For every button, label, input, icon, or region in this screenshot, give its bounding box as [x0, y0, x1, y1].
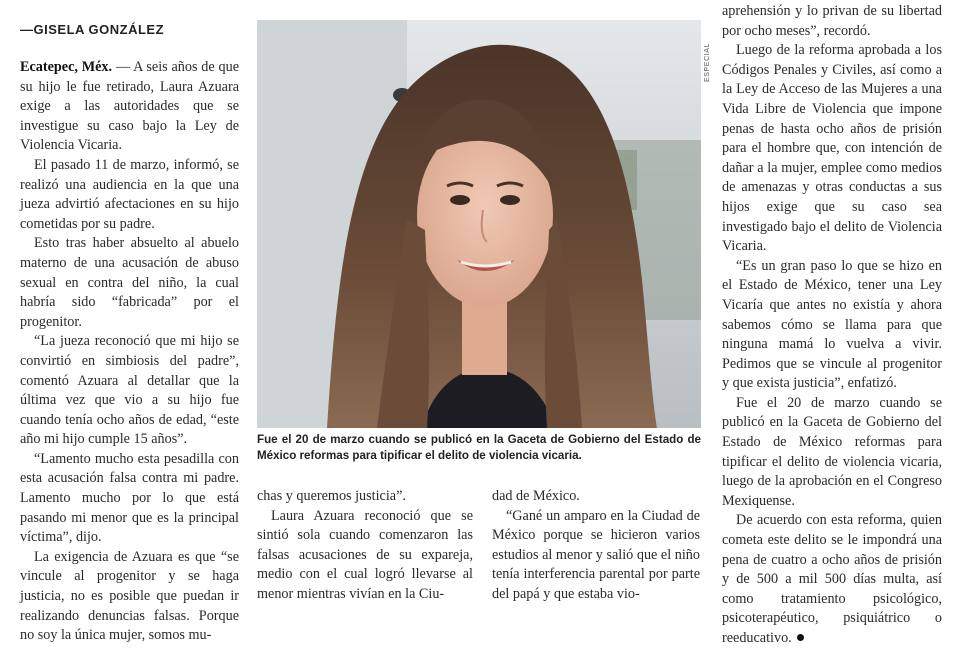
- article-paragraph: Fue el 20 de marzo cuando se publicó en la Gaceta de Gobierno del Estado de México reformas para tipificar el delito de violencia vicaria, luego de la aprobación en el Congreso Mexiquense.: [722, 394, 942, 509]
- article-paragraph: aprehensión y lo privan de su libertad por ocho meses”, recordó.: [722, 3, 942, 39]
- article-paragraph: “Gané un amparo en la Ciudad de México porque se hicieron varios estudios al menor y salió que el niño tenía interferencia parental por parte del papá y que estaba vio-: [492, 507, 700, 602]
- article-column-3: [492, 487, 700, 605]
- article-paragraph: dad de México.: [492, 488, 580, 504]
- article-paragraph: “La jueza reconoció que mi hijo se convirtió en simbiosis del padre”, comentó Azuara al detallar que la última vez que vio a su hijo fue cuando tenía ocho años de edad, “este año mi hijo cumple 15 años”.: [20, 333, 239, 448]
- dateline: Ecatepec, Méx.: [20, 59, 113, 75]
- byline: —GISELA GONZÁLEZ: [20, 22, 165, 37]
- photo-caption: Fue el 20 de marzo cuando se publicó en la Gaceta de Gobierno del Estado de México reformas para tipificar el delito de violencia vicaria.: [257, 433, 701, 462]
- article-paragraph: La exigencia de Azuara es que “se vincule al progenitor y se haga justicia, no es posible que puedan ir realizando denuncias falsas. Porque no soy la única mujer, somos mu-: [20, 548, 239, 644]
- article-paragraph: chas y queremos justicia”.: [257, 488, 406, 504]
- article-paragraph: Ecatepec, Méx. — A seis años de que su hijo le fue retirado, Laura Azuara exige a las autoridades que se investigue su caso bajo la Ley de Violencia Vicaria.: [20, 59, 239, 154]
- article-paragraph: De acuerdo con esta reforma, quien cometa este delito se le impondrá una pena de cuatro a ocho años de prisión y de 500 a mil 500 días multa, así como tratamiento psicológico, psicoterapéutico, psiquiátrico o reeducativo.: [722, 512, 942, 646]
- photo-credit: ESPECIAL: [704, 42, 711, 82]
- portrait-illustration: [257, 20, 701, 428]
- article-column-1: [20, 58, 239, 646]
- article-column-4: [722, 2, 942, 649]
- article-paragraph: Luego de la reforma aprobada a los Códigos Penales y Civiles, así como a la Ley de Acceso de las Mujeres a una Vida Libre de Violencia que impone penas de hasta ocho años de prisión para el hombre que, con intención de dañar a la mujer, emplee como medios de amenazas y otras conductas a sus hijos exige que su caso sea investigado bajo el delito de Violencia Vicaria.: [722, 42, 942, 255]
- article-paragraph: Laura Azuara reconoció que se sintió sola cuando comenzaron las falsas acusaciones de su expareja, medio con el cual logró llevarse al menor mientras vivían en la Ciu-: [257, 507, 473, 602]
- article-column-2: [257, 487, 473, 605]
- article-paragraph: El pasado 11 de marzo, informó, se realizó una audiencia en la que una jueza advirtió afectaciones en su hijo cometidas por su padre.: [20, 156, 239, 232]
- end-of-article-icon: [797, 634, 804, 641]
- article-photo: [257, 20, 701, 428]
- article-paragraph: Esto tras haber absuelto al abuelo materno de una acusación de abuso sexual en contra del niño, la cual habría sido “fabricada” por el progenitor.: [20, 235, 239, 330]
- article-paragraph: “Es un gran paso lo que se hizo en el Estado de México, tener una Ley Vicaría que antes no existía y ahora sabemos cómo se llama para que ninguna mamá lo vuelva a vivir. Pedimos que se vincule al progenitor y que exista justicia”, enfatizó.: [722, 257, 942, 392]
- article-paragraph: “Lamento mucho esta pesadilla con esta acusación falsa contra mi padre. Lamento mucho por lo que está pasando mi menor que es la principal víctima”, dijo.: [20, 450, 239, 546]
